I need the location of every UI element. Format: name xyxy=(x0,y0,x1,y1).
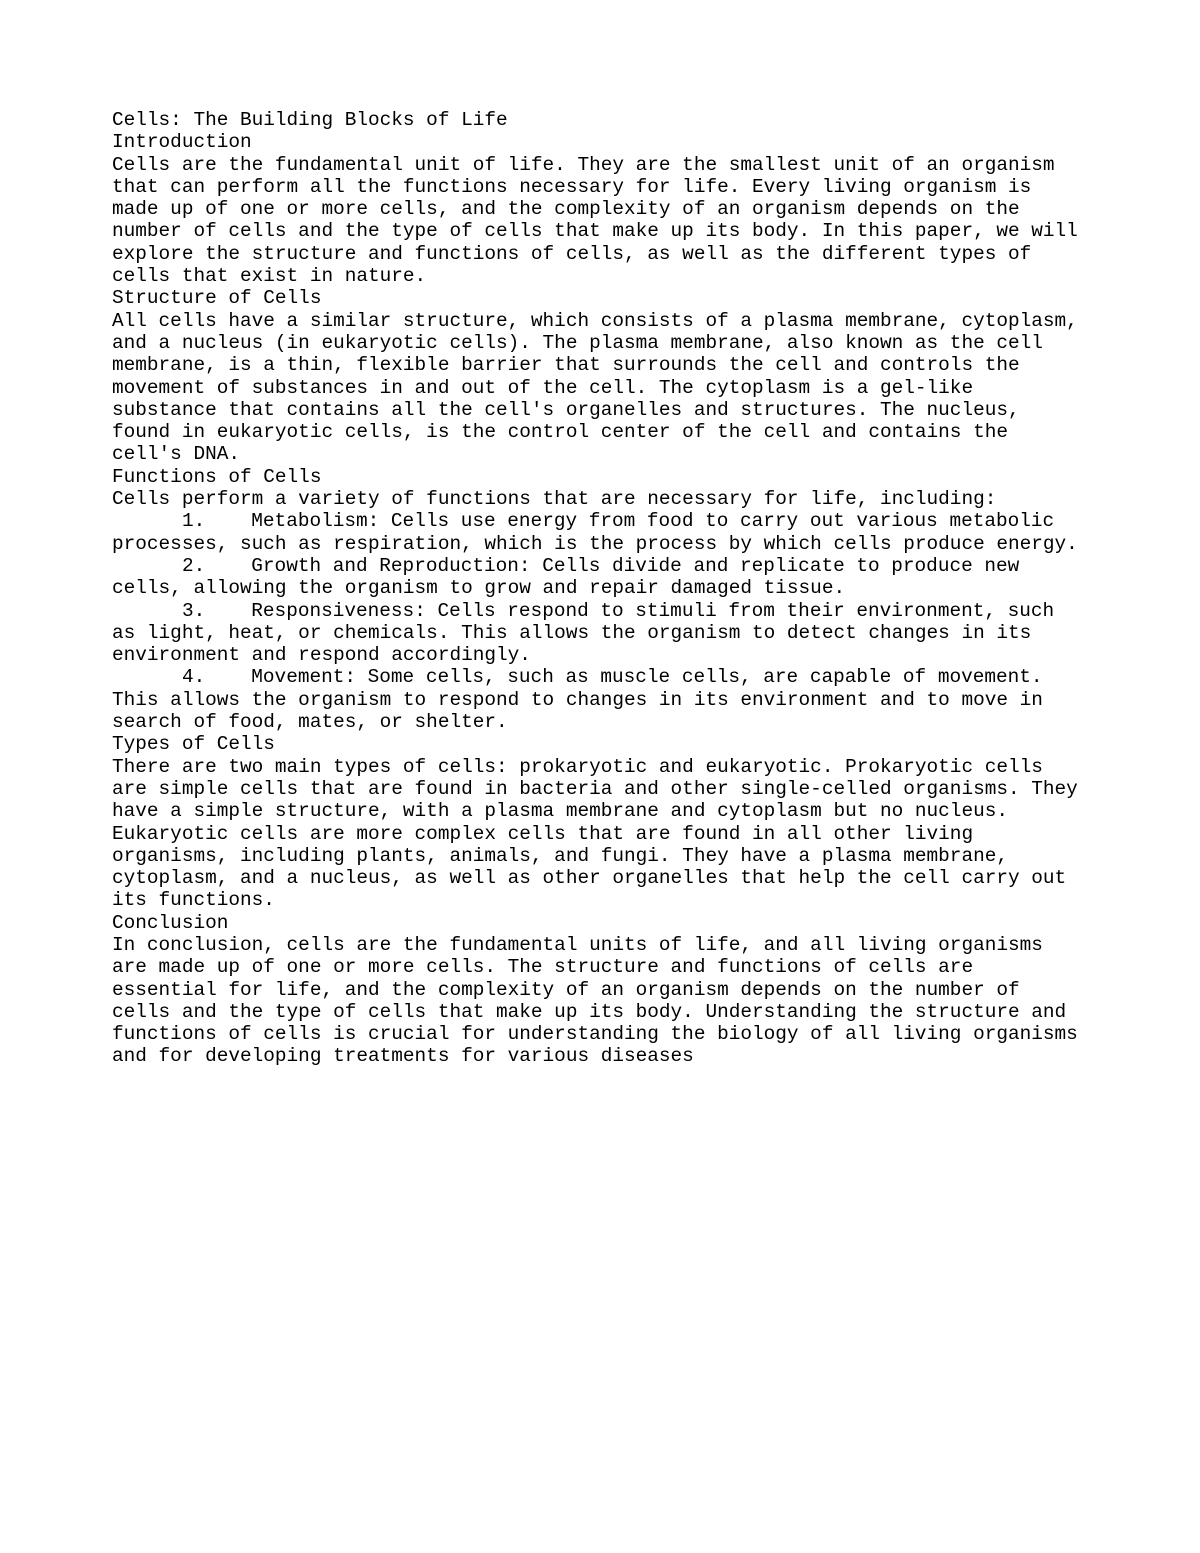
paragraph-line: made up of one or more cells, and the complexity of an organism depends on the xyxy=(112,198,1020,221)
paragraph-line: number of cells and the type of cells that make up its body. In this paper, we will xyxy=(112,220,1078,243)
paragraph-line: functions of cells is crucial for understanding the biology of all living organisms xyxy=(112,1023,1078,1046)
list-text: Metabolism: Cells use energy from food to carry out various metabolic xyxy=(251,510,1055,533)
functions-intro: Cells perform a variety of functions that are necessary for life, including: xyxy=(112,488,997,511)
list-number: 1. xyxy=(182,510,206,533)
paragraph-line: and for developing treatments for various diseases xyxy=(112,1045,694,1068)
structure-paragraph xyxy=(112,310,1112,466)
section-heading-types: Types of Cells xyxy=(112,733,275,756)
section-heading-conclusion: Conclusion xyxy=(112,911,229,934)
list-item-first-line xyxy=(112,555,1112,577)
paragraph-line: membrane, is a thin, flexible barrier that surrounds the cell and controls the xyxy=(112,354,1020,377)
document-title: Cells: The Building Blocks of Life xyxy=(112,109,508,131)
paragraph-line: found in eukaryotic cells, is the control center of the cell and contains the xyxy=(112,421,1008,444)
paragraph-line: cell's DNA. xyxy=(112,443,240,466)
paragraph-line: organisms, including plants, animals, and fungi. They have a plasma membrane, xyxy=(112,844,1008,867)
paragraph-line: cytoplasm, and a nucleus, as well as other organelles that help the cell carry out xyxy=(112,867,1067,890)
paragraph-line: Eukaryotic cells are more complex cells that are found in all other living xyxy=(112,822,974,845)
section-heading-structure: Structure of Cells xyxy=(112,287,322,310)
paragraph-line: Cells are the fundamental unit of life. They are the smallest unit of an organism xyxy=(112,153,1055,176)
list-item-line: as light, heat, or chemicals. This allows the organism to detect changes in its xyxy=(112,621,1032,644)
list-item xyxy=(112,555,1112,600)
paragraph-line: substance that contains all the cell's organelles and structures. The nucleus, xyxy=(112,398,1020,421)
paragraph-line: movement of substances in and out of the cell. The cytoplasm is a gel-like xyxy=(112,376,974,399)
paragraph-line: have a simple structure, with a plasma membrane and cytoplasm but no nucleus. xyxy=(112,800,1008,823)
paragraph-line: essential for life, and the complexity of an organism depends on the number of xyxy=(112,978,1020,1001)
list-item xyxy=(112,666,1112,733)
paragraph-line: are made up of one or more cells. The structure and functions of cells are xyxy=(112,956,974,979)
list-number: 2. xyxy=(182,554,206,577)
paragraph-line: its functions. xyxy=(112,889,275,912)
functions-list xyxy=(112,510,1112,733)
list-item-line: processes, such as respiration, which is the process by which cells produce energy. xyxy=(112,532,1078,555)
paragraph-line: explore the structure and functions of cells, as well as the different types of xyxy=(112,242,1032,265)
section-heading-functions: Functions of Cells xyxy=(112,465,322,488)
list-text: Responsiveness: Cells respond to stimuli from their environment, such xyxy=(251,599,1055,622)
list-number: 3. xyxy=(182,599,206,622)
conclusion-paragraph xyxy=(112,934,1112,1068)
paragraph-line: In conclusion, cells are the fundamental units of life, and all living organisms xyxy=(112,933,1043,956)
paragraph-line: that can perform all the functions necessary for life. Every living organism is xyxy=(112,175,1032,198)
list-text: Movement: Some cells, such as muscle cells, are capable of movement. xyxy=(251,666,1043,689)
paragraph-line: There are two main types of cells: prokaryotic and eukaryotic. Prokaryotic cells xyxy=(112,755,1043,778)
list-item-line: cells, allowing the organism to grow and repair damaged tissue. xyxy=(112,577,846,600)
document-page xyxy=(112,109,1112,1068)
paragraph-line: cells and the type of cells that make up its body. Understanding the structure and xyxy=(112,1000,1067,1023)
types-paragraph xyxy=(112,756,1112,912)
list-item xyxy=(112,600,1112,667)
list-item-first-line xyxy=(112,600,1112,622)
list-item-line: search of food, mates, or shelter. xyxy=(112,711,508,734)
list-item-line: environment and respond accordingly. xyxy=(112,644,531,667)
list-item-first-line xyxy=(112,666,1112,688)
list-item-line: This allows the organism to respond to changes in its environment and to move in xyxy=(112,688,1043,711)
section-heading-introduction: Introduction xyxy=(112,131,252,154)
paragraph-line: cells that exist in nature. xyxy=(112,265,427,288)
list-number: 4. xyxy=(182,666,206,689)
introduction-paragraph xyxy=(112,154,1112,288)
paragraph-line: All cells have a similar structure, which consists of a plasma membrane, cytoplasm, xyxy=(112,309,1078,332)
list-item xyxy=(112,510,1112,555)
paragraph-line: are simple cells that are found in bacteria and other single-celled organisms. They xyxy=(112,777,1078,800)
list-text: Growth and Reproduction: Cells divide and replicate to produce new xyxy=(251,554,1020,577)
paragraph-line: and a nucleus (in eukaryotic cells). The plasma membrane, also known as the cell xyxy=(112,331,1043,354)
list-item-first-line xyxy=(112,510,1112,532)
